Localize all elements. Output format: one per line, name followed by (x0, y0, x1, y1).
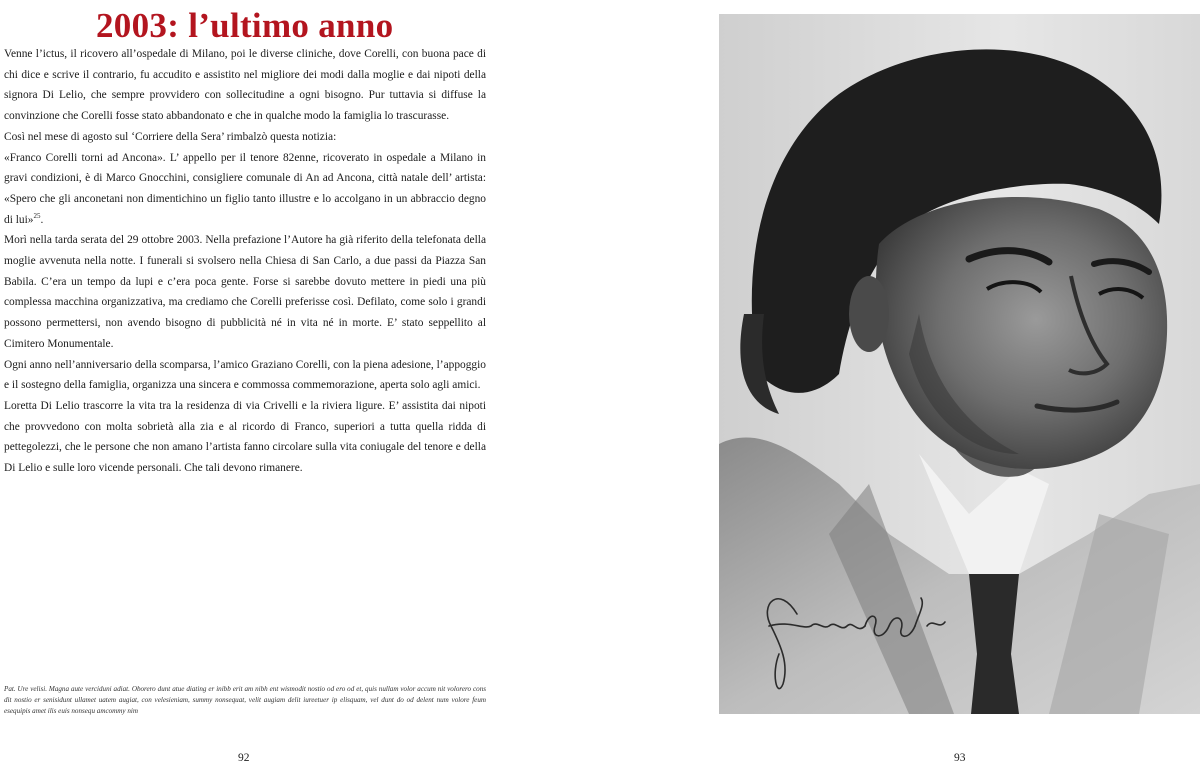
page-number-left: 92 (238, 752, 250, 764)
paragraph: Così nel mese di agosto sul ‘Corriere della Sera’ rimbalzò questa notizia: (4, 130, 337, 143)
right-page (600, 0, 1200, 767)
chapter-body (4, 44, 486, 479)
paragraph: Ogni anno nell’anniversario della scomparsa, l’amico Graziano Corelli, con la piena adesione, l’appoggio e il sostegno della famiglia, organizza una sincera e commossa commemorazione, aperta solo agli amici. (4, 358, 486, 392)
paragraph: Venne l’ictus, il ricovero all’ospedale di Milano, poi le diverse cliniche, dove Corelli, con buona pace di chi dice e scrive il contrario, fu accudito e assistito nel migliore dei modi dalla moglie e dai nipoti della signora Di Lelio, che sempre provvidero con sollecitudine a ogni bisogno. Pur tuttavia si diffuse la convinzione che Corelli fosse stato abbandonato e che in qualche modo la famiglia lo trascurasse. (4, 48, 486, 123)
chapter-title: 2003: l’ultimo anno (96, 6, 394, 45)
paragraph: Loretta Di Lelio trascorre la vita tra la residenza di via Crivelli e la riviera ligure. E’ assistita dai nipoti che provvedono con molta sobrietà alla zia e al ricordo di Franco, superiori a tutta quella ridda di pettegolezzi, che le persone che non amano l’artista fanno circolare sulla vita coniugale del tenore e della Di Lelio e sulle loro vicende personali. Che tali devono rimanere. (4, 399, 486, 475)
quote-text: «Franco Corelli torni ad Ancona». L’ appello per il tenore 82enne, ricoverato in ospedale a Milano in gravi condizioni, è di Marco Gnocchini, consigliere comunale di An ad Ancona, città natale dell’ artista: «Spero che gli anconetani non dimentichino un figlio tanto illustre e lo accolgano in un abbraccio degno di lui» (4, 151, 486, 226)
page-number-right: 93 (954, 752, 966, 764)
quoted-paragraph: «Franco Corelli torni ad Ancona». L’ appello per il tenore 82enne, ricoverato in ospedale a Milano in gravi condizioni, è di Marco Gnocchini, consigliere comunale di An ad Ancona, città natale dell’ artista: «Spero che gli anconetani non dimentichino un figlio tanto illustre e lo accolgano in un abbraccio degno di lui»$^{25}$. (4, 151, 486, 226)
paragraph: Morì nella tarda serata del 29 ottobre 2003. Nella prefazione l’Autore ha già riferito della telefonata della moglie avvenuta nella notte. I funerali si svolsero nella Chiesa di San Carlo, a due passi da Piazza San Babila. C’era un tempo da lupi e c’era poca gente. Forse si sarebbe dovuto mettere in piedi una più complessa macchina organizzativa, ma crediamo che Corelli preferisse così. Defilato, come solo i grandi possono permettersi, non avendo bisogno di pubblicità né in vita né in morte. E’ stato seppellito al Cimitero Monumentale. (4, 234, 486, 350)
portrait-photo (719, 14, 1200, 714)
photo-caption: Pat. Ure velisi. Magna aute verciduni adiat. Oborero dunt atue diating er inibb erit am nibh ent wismodit nostio od ero od et, quis nullam volor accum nit volorero cons dit nostio er senisidunt ullamet uatem augiat, con velesieniam, summy nonsequat, velit augiam delit iureetuer ip elisquam, vel dunt do od delent num volore feum esequipis amet ilis euis nonsequ amcommy nim (4, 685, 486, 716)
footnote-marker: 25 (33, 211, 41, 220)
